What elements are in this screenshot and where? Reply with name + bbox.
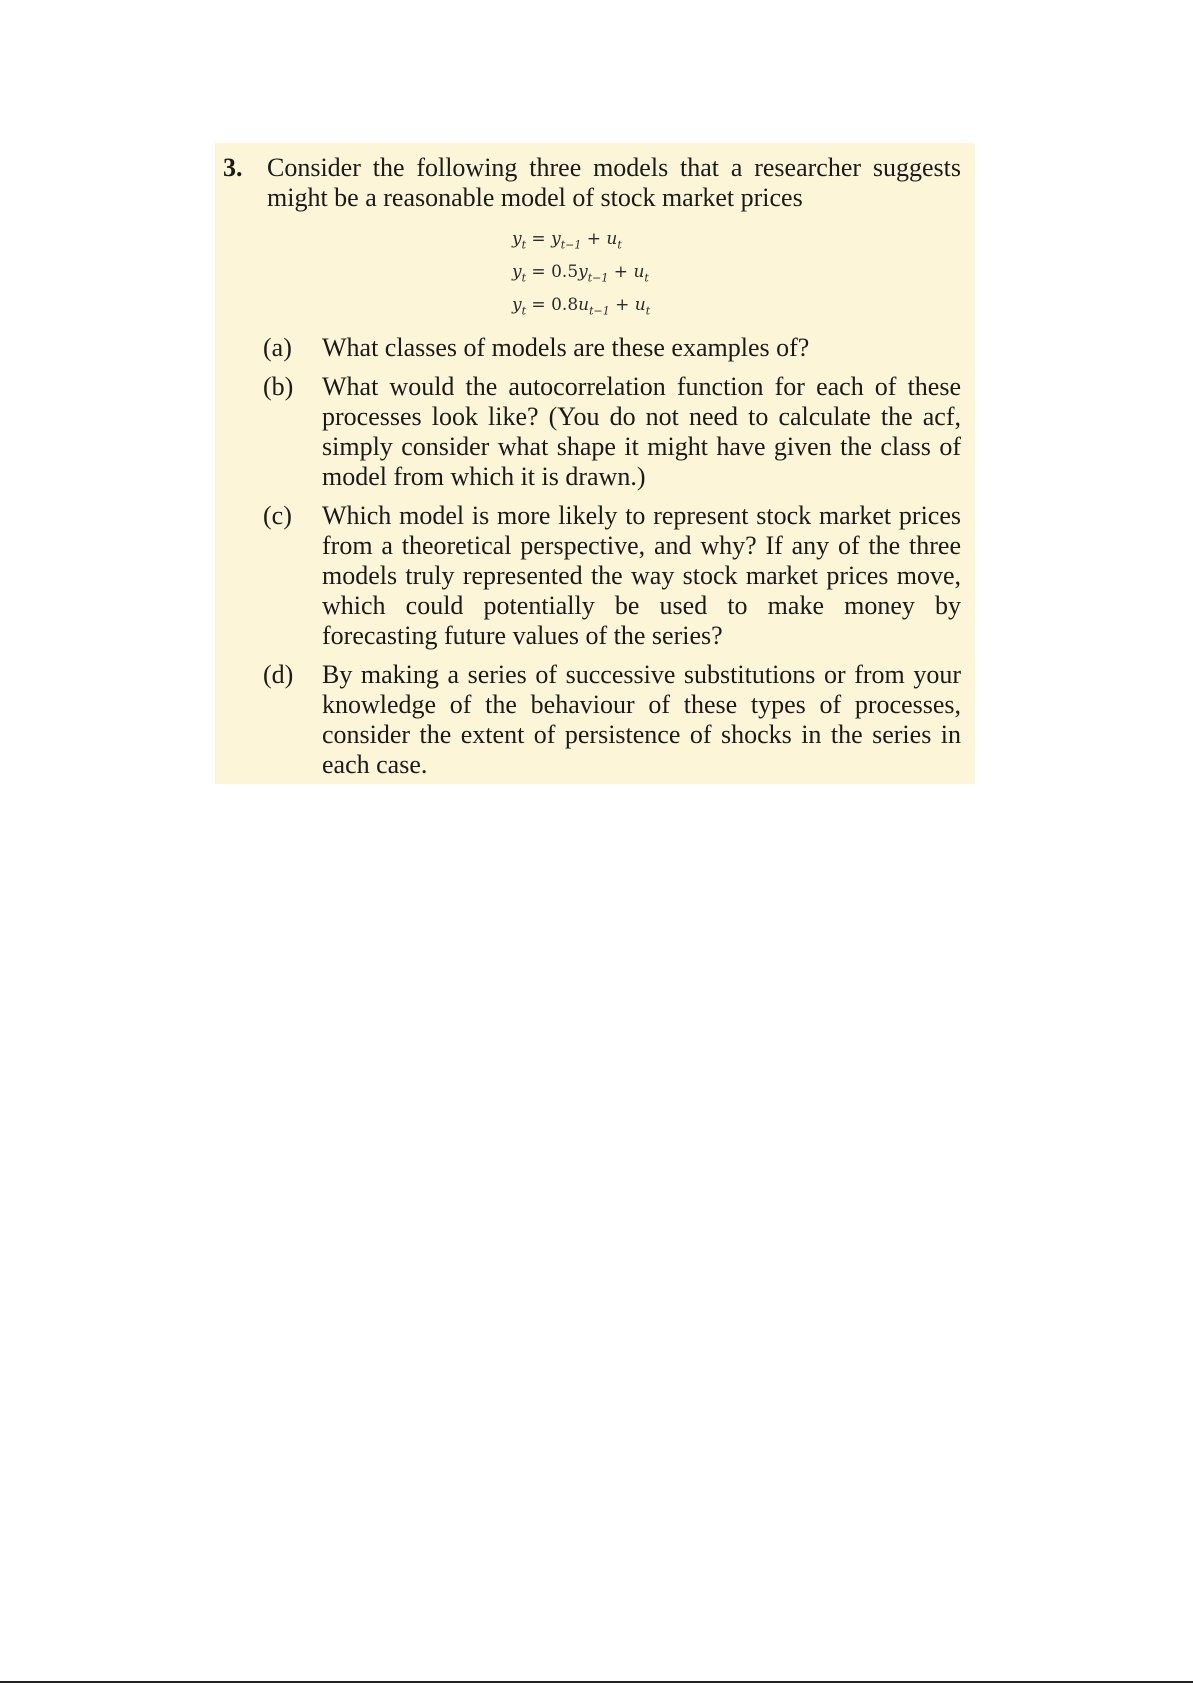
equation-2-var: y bbox=[578, 262, 588, 282]
subpart-label: (b) bbox=[263, 372, 294, 401]
subpart-c bbox=[263, 501, 961, 651]
equation-3-error: u bbox=[634, 295, 646, 315]
equation-2: $y_t = 0.5y_{t-1} + u_t$ bbox=[512, 262, 649, 285]
equation-2-lhs-sub: t bbox=[521, 271, 527, 285]
equation-3-coef: 0.8 bbox=[551, 295, 579, 315]
equations-block bbox=[512, 223, 832, 322]
subpart-text: What would the autocorrelation function for each of these processes look like? (You do not need to calculate the acf, simply consider what shape it might have given the class of model from which it is drawn.) bbox=[322, 372, 961, 491]
subpart-label: (a) bbox=[263, 333, 292, 362]
equation-2-error: u bbox=[633, 262, 645, 282]
subpart-text: By making a series of successive substitutions or from your knowledge of the behaviour of these types of processes, consider the extent of persistence of shocks in the series in each case. bbox=[322, 660, 961, 779]
subpart-b bbox=[263, 372, 961, 492]
question-number: 3. bbox=[223, 153, 243, 182]
equation-2-error-sub: t bbox=[644, 271, 649, 285]
subpart-label: (d) bbox=[263, 660, 294, 689]
subpart-d bbox=[263, 660, 961, 780]
equation-3-var-sub: t−1 bbox=[589, 304, 610, 318]
subpart-a bbox=[263, 333, 961, 363]
equation-3-error-sub: t bbox=[645, 304, 651, 318]
equation-1-lhs-sub: t bbox=[521, 238, 527, 252]
equation-3: $y_t = 0.8u_{t-1} + u_t$ bbox=[512, 295, 651, 318]
equation-3-var: u bbox=[578, 295, 590, 315]
equation-3-lhs: y bbox=[512, 295, 522, 315]
equation-2-coef: 0.5 bbox=[551, 262, 579, 282]
subpart-text: What classes of models are these examples of? bbox=[322, 333, 810, 362]
equation-1-error: u bbox=[606, 229, 618, 249]
subpart-label: (c) bbox=[263, 501, 292, 530]
equation-1-lhs: y bbox=[512, 229, 522, 249]
question-stem: Consider the following three models that a researcher suggests might be a reasonable model of stock market prices bbox=[267, 153, 961, 212]
question-box bbox=[215, 143, 975, 784]
subparts-list bbox=[263, 333, 961, 789]
equation-3-lhs-sub: t bbox=[521, 304, 527, 318]
equation-2-var-sub: t−1 bbox=[587, 271, 609, 285]
equation-1: $y_t = y_{t-1} + u_t$ bbox=[512, 229, 622, 252]
subpart-text: Which model is more likely to represent stock market prices from a theoretical perspective, and why? If any of the three models truly represented the way stock market prices move, which could potentially be used to make money by forecasting future values of the series? bbox=[322, 501, 961, 650]
equation-1-var: y bbox=[551, 229, 561, 249]
equation-1-var-sub: t−1 bbox=[560, 238, 582, 252]
equation-1-error-sub: t bbox=[617, 238, 622, 252]
bottom-rule bbox=[0, 1681, 1193, 1683]
equation-2-lhs: y bbox=[512, 262, 522, 282]
